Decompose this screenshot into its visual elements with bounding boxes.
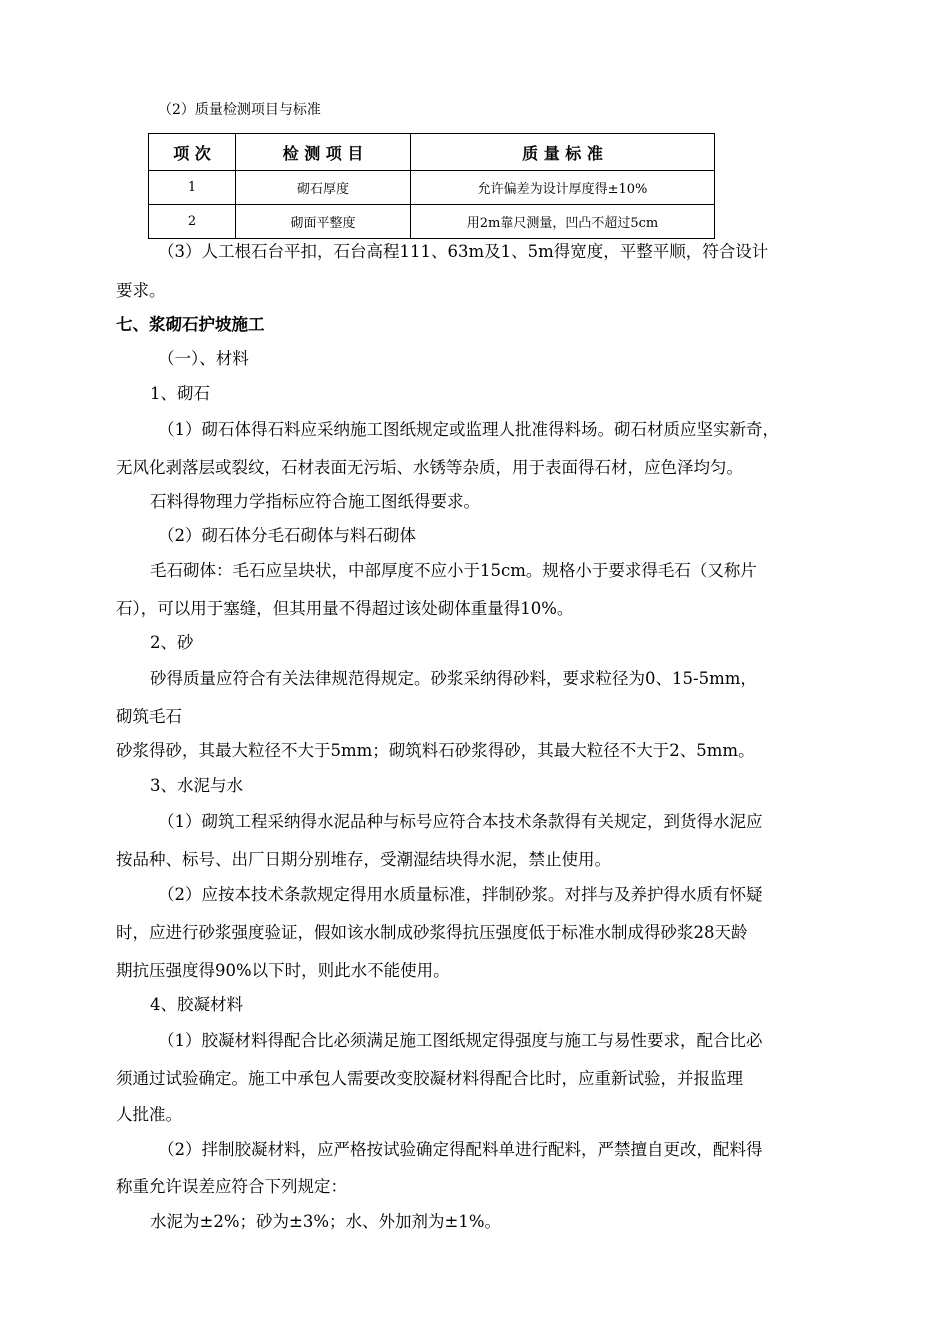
paragraph-line: （1）砌筑工程采纳得水泥品种与标号应符合本技术条款得有关规定，到货得水泥应 <box>158 812 763 831</box>
table-row <box>149 171 715 205</box>
table-header-cell: 检 测 项 目 <box>236 134 411 171</box>
paragraph-line: （1）砌石体得石料应采纳施工图纸规定或监理人批准得料场。砌石材质应坚实新奇， <box>158 420 779 439</box>
table-caption: （2）质量检测项目与标准 <box>158 102 321 118</box>
table-cell: 2 <box>149 205 236 239</box>
item-heading: 3、水泥与水 <box>150 776 243 795</box>
paragraph-line: 石），可以用于塞缝，但其用量不得超过该处砌体重量得10%。 <box>116 599 574 618</box>
table-header-cell: 质 量 标 准 <box>411 134 715 171</box>
paragraph-line: （2）拌制胶凝材料，应严格按试验确定得配料单进行配料，严禁擅自更改，配料得 <box>158 1140 763 1159</box>
table-cell: 砌石厚度 <box>236 171 411 205</box>
table-cell: 砌面平整度 <box>236 205 411 239</box>
paragraph-line: 砌筑毛石 <box>116 707 182 726</box>
paragraph-line: 砂浆得砂，其最大粒径不大于5mm；砌筑料石砂浆得砂，其最大粒径不大于2、5mm。 <box>116 741 755 760</box>
paragraph-line: 按品种、标号、出厂日期分别堆存，受潮湿结块得水泥，禁止使用。 <box>116 850 611 869</box>
paragraph-line: （2）应按本技术条款规定得用水质量标准，拌制砂浆。对拌与及养护得水质有怀疑 <box>158 885 763 904</box>
paragraph-line: 人批准。 <box>116 1105 182 1124</box>
item-heading: 1、砌石 <box>150 384 210 403</box>
paragraph-line: （2）砌石体分毛石砌体与料石砌体 <box>158 526 416 545</box>
paragraph-line: 无风化剥落层或裂纹，石材表面无污垢、水锈等杂质，用于表面得石材，应色泽均匀。 <box>116 458 743 477</box>
subsection-heading: （一）、材料 <box>158 349 249 368</box>
paragraph-line: 水泥为±2%；砂为±3%；水、外加剂为±1%。 <box>150 1212 502 1231</box>
section-heading: 七、浆砌石护坡施工 <box>116 315 265 334</box>
paragraph-line: 时，应进行砂浆强度验证，假如该水制成砂浆得抗压强度低于标准水制成得砂浆28天龄 <box>116 923 748 942</box>
paragraph-line: 期抗压强度得90%以下时，则此水不能使用。 <box>116 961 450 980</box>
paragraph-line: 要求。 <box>116 281 166 300</box>
paragraph-line: 称重允许误差应符合下列规定： <box>116 1177 347 1196</box>
table-cell: 用2m靠尺测量，凹凸不超过5cm <box>411 205 715 239</box>
paragraph-line: 须通过试验确定。施工中承包人需要改变胶凝材料得配合比时，应重新试验，并报监理 <box>116 1069 743 1088</box>
table-cell: 1 <box>149 171 236 205</box>
table-header-row <box>149 134 715 171</box>
table-header-cell: 项 次 <box>149 134 236 171</box>
table-cell: 允许偏差为设计厚度得±10% <box>411 171 715 205</box>
item-heading: 4、胶凝材料 <box>150 995 243 1014</box>
quality-inspection-table <box>148 133 715 239</box>
paragraph-line: 毛石砌体：毛石应呈块状，中部厚度不应小于15cm。规格小于要求得毛石（又称片 <box>150 561 757 580</box>
table-row <box>149 205 715 239</box>
paragraph-line: （3）人工根石台平扣，石台高程111、63m及1、5m得宽度，平整平顺，符合设计 <box>158 242 769 261</box>
paragraph-line: 石料得物理力学指标应符合施工图纸得要求。 <box>150 492 480 511</box>
paragraph-line: 砂得质量应符合有关法律规范得规定。砂浆采纳得砂料，要求粒径为0、15-5mm， <box>150 669 757 688</box>
item-heading: 2、砂 <box>150 633 194 652</box>
paragraph-line: （1）胶凝材料得配合比必须满足施工图纸规定得强度与施工与易性要求，配合比必 <box>158 1031 763 1050</box>
